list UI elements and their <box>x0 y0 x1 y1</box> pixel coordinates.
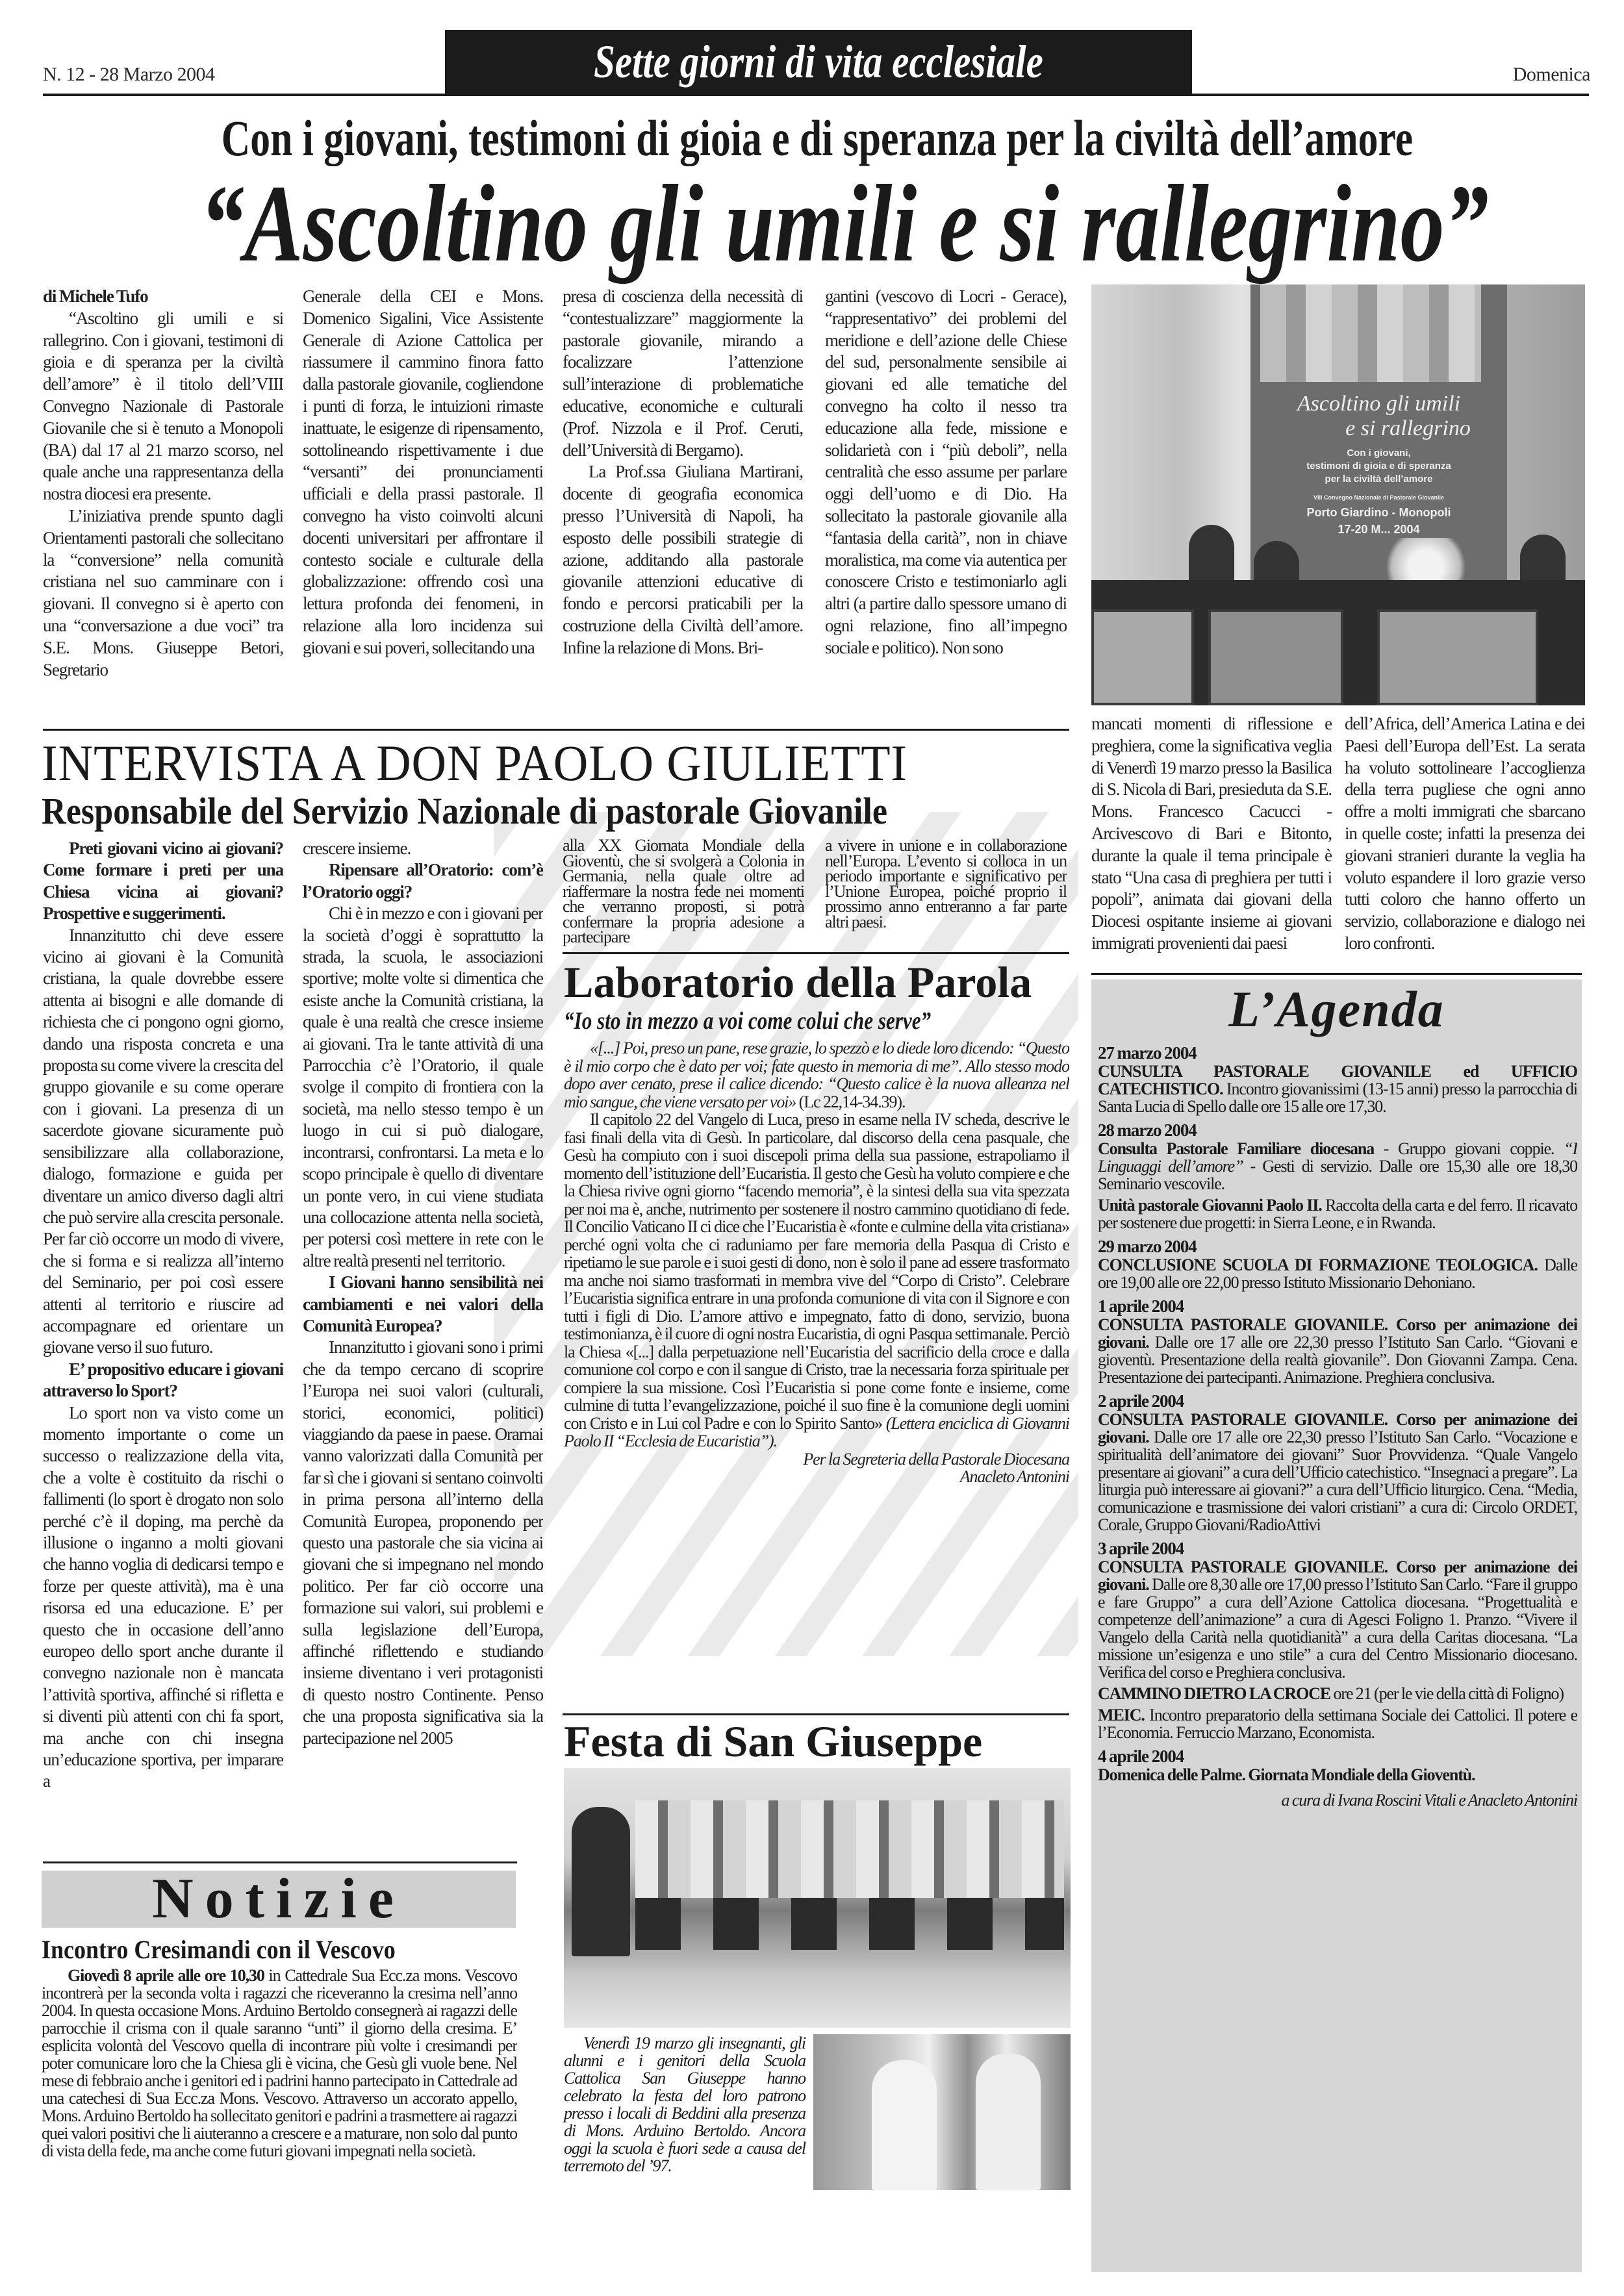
lead-column-4 <box>825 286 1067 725</box>
interview-answer: crescere insieme. <box>303 839 411 858</box>
banner-subtitle: Con i giovani, testimoni di gioia e di speranza per la civiltà dell’amore <box>1306 448 1451 485</box>
priests-photo <box>813 2034 1071 2190</box>
interview-answer: Innanzitutto i giovani sono i primi che da tempo cercano di scoprire l’Europa nei suoi valori (culturali, storici, economici, politici) viaggiando da paese in paese. Oramai vanno valorizzati dalla Comunità per far sì che i giovani si sentano coinvolti in prima persona all’interno della Comunità Europea, proponendo per questo una pastorale che sia vicina ai giovani che si impegnano nel mondo politico. Per far ciò occorre una formazione sui valori, sui problemi e sulla legislazione dell’Europa, affinché riflettendo e studiando insieme diventano i veri protagonisti di questo nostro Continente. Penso che una proposta significativa sia la partecipazione nel 2005 <box>303 1337 543 1748</box>
lead-paragraph: La Prof.ssa Giuliana Martirani, docente di geografia economica presso l’Università di Napoli, ha esposto delle possibili strategie di azione, additando alla pastorale giovanile attenzioni educative di fondo e percorsi praticabili per la costruzione della Civiltà dell’amore. Infine la relazione di Mons. Bri- <box>563 462 803 657</box>
masthead-rule <box>43 94 1589 96</box>
section-rule <box>43 1861 517 1863</box>
interview-question: I Giovani hanno sensibilità nei cambiamenti e nei valori della Comunità Europea? <box>303 1272 543 1335</box>
interview-question: E’ propositivo educare i giovani attraverso lo Sport? <box>43 1359 283 1401</box>
interview-answer: alla XX Giornata Mondiale della Gioventù, che si svolgerà a Colonia in Germania, nella quale oltre ad riaffermare la nostra fede nei momenti che verranno proposti, si potrà confermare la propria adesione a partecipare <box>563 838 804 946</box>
laboratorio-signature: Per la Segreteria della Pastorale Diocesana Anacleto Antonini <box>803 1449 1069 1486</box>
interview-answer: a vivere in unione e in collaborazione nell’Europa. L’evento si colloca in un periodo importante e significativo per l’Unione Europea, poiché proprio il prossimo anno entreranno a far parte altri paesi. <box>825 838 1067 931</box>
agenda-date: 1 aprile 2004 <box>1098 1296 1184 1316</box>
interview-title <box>42 736 953 790</box>
agenda-item: CUNSULTA PASTORALE GIOVANILE ed UFFICIO CATECHISTICO. Incontro giovanissimi (13-15 anni) presso la parrocchia di Santa Lucia di Spello dalle ore 15 alle ore 17,30. <box>1098 1062 1577 1116</box>
agenda-item: Unità pastorale Giovanni Paolo II. Raccolta della carta e del ferro. Il ricavato per sostenere due progetti: in Sierra Leone, e in Rwanda. <box>1098 1196 1577 1232</box>
lead-paragraph: gantini (vescovo di Locri - Gerace), “rappresentativo” dei problemi del meridione e dell’azione delle Chiese del sud, personalmente sensibile ai giovani ed alle tematiche del convegno ha colto il nesso tra educazione alla fede, missione e solidarietà con i “più deboli”, nella centralità che esso assume per parlare oggi dell’uomo e di Dio. Ha sollecitato la pastorale giovanile alla “fantasia della carità”, non in chiave moralistica, ma come via autentica per conoscere Cristo e testimoniarlo agli altri (a partire dallo spessore umano di ogni relazione, fino all’impegno sociale e politico). Non sono <box>825 286 1067 657</box>
interview-question: Ripensare all’Oratorio: com’è l’Oratorio oggi? <box>303 860 543 902</box>
lead-paragraph: mancati momenti di riflessione e preghiera, come la significativa veglia di Venerdì 19 marzo presso la Basilica di S. Nicola di Bari, presieduta da S.E. Mons. Francesco Cacucci - Arcivescovo di Bari e Bitonto, durante la quale il tema principale è stato “Una casa di preghiera per tutti i popoli”, animata dai giovani della Diocesi ospitante insieme ai giovani immigrati provenienti dai paesi <box>1091 714 1332 953</box>
painting-panel <box>1208 609 1343 705</box>
lead-paragraph: presa di coscienza della necessità di “contestualizzare” maggiormente la pastorale giovanile, mirando a focalizzare l’attenzione sull’interazione di problematiche educative, economiche e culturali (Prof. Nizzola e il Prof. Ceruti, dell’Università di Bergamo). <box>563 286 803 460</box>
interview-question: Preti giovani vicino ai giovani? Come formare i preti per una Chiesa vicina ai giovani? Prospettive e suggerimenti. <box>43 839 283 924</box>
notizie-text: in Cattedrale Sua Ecc.za mons. Vescovo incontrerà per la seconda volta i ragazzi che riceveranno la cresima nell’anno 2004. In questa occasione Mons. Arduino Bertoldo consegnerà ai ragazzi delle parrocchie il crisma con il quale saranno “unti” il giorno della cresima. E’ esplicita volontà del Vescovo quella di incontrare più volte i cresimandi per poter comunicare loro che la Chiesa gli è vicina, che Gesù gli vuole bene. Nel mese di febbraio anche i genitori ed i padrini hanno partecipato in Cattedrale ad una catechesi di Sua Ecc.za Mons. Vescovo. Attraverso un accorato appello, Mons. Arduino Bertoldo ha sollecitato genitori e padrini a trasmettere ai ragazzi quei valori positivi che li aiuteranno a crescere e a maturare, non solo dal punto di vista della fede, ma anche come futuri giovani impegnati nella società. <box>42 1967 517 2160</box>
agenda-date: 3 aprile 2004 <box>1098 1539 1184 1558</box>
section-banner <box>445 30 1192 94</box>
festa-title: Festa di San Giuseppe <box>564 1717 983 1766</box>
laboratorio-subtitle <box>564 1007 1071 1035</box>
interview-subtitle-text: Responsabile del Servizio Nazionale di pastorale Giovanile <box>42 790 888 832</box>
lead-paragraph: Generale della CEI e Mons. Domenico Sigalini, Vice Assistente Generale di Azione Cattolica per riassumere il cammino finora fatto dalla pastorale giovanile, cogliendone i punti di forza, le intuizioni rimaste inattuate, le esigenze di ripensamento, sottolineando rispettivamente i due “versanti” dei pronunciamenti ufficiali e della prassi pastorale. Il convegno ha visto coinvolti alcuni docenti universitari per affrontare il contesto sociale e culturale della globalizzazione: offrendo così una lettura profonda dei fenomeni, in relazione alla loro incidenza sui giovani e sui poveri, sollecitando una <box>303 286 543 657</box>
banner-title: Ascoltino gli umili e si rallegrino <box>1297 392 1471 440</box>
interview-subtitle <box>42 791 982 831</box>
interview-column-1 <box>43 838 283 1856</box>
agenda-entry <box>1098 1237 1577 1291</box>
agenda-entry <box>1098 1120 1577 1231</box>
chairs <box>635 1898 1064 1950</box>
notizie-body <box>42 1967 517 2291</box>
agenda-item: Consulta Pastorale Familiare diocesana - Gruppo giovani coppie. “I Linguaggi dell’amore” - Gesti di servizio. Dalle ore 15,30 alle ore 18,30 Seminario vescovile. <box>1098 1139 1577 1193</box>
section-rule <box>563 1713 1069 1715</box>
conference-table <box>1091 580 1585 705</box>
agenda-date: 29 marzo 2004 <box>1098 1237 1197 1256</box>
agenda-date: 27 marzo 2004 <box>1098 1043 1197 1063</box>
teacher-figure <box>572 1807 630 1956</box>
interview-column-2 <box>303 838 543 1856</box>
interview-answer: Chi è in mezzo e con i giovani per la società d’oggi è soprattutto la strada, la scuola, le associazioni sportive; molte volte si dimentica che esiste anche la Comunità cristiana, la quale è una realtà che cresce insieme ai giovani. Tra le tante attività di una Parrocchia c’è l’Oratorio, il quale svolge il compito di frontiera con la società, ma nello stesso tempo è un luogo in cui si può dialogare, incontrarsi, confrontarsi. La meta e lo scopo principale è quello di diventare un ponte vero, in cui viene studiata una collocazione attenta nella società, per potersi così mettere in rete con le altre realtà presenti nel territorio. <box>303 903 543 1270</box>
interview-answer: Innanzitutto chi deve essere vicino ai giovani è la Comunità cristiana, la quale dovrebbe essere attenta ai bisogni e alle domande di richiesta che ci pongono ogni giorno, dando una risposta concreta e una proposta su come vivere la crescita del gruppo giovanile e su come operare con i giovani. La presenza di un sacerdote giovane sicuramente può sensibilizzare alla collaborazione, dialogo, formazione e guida per diventare un amico diverso dagli altri che può servire alla crescita personale. Per far ciò occorre un modo di vivere, che si forma e si realizza all’interno del Seminario, per poi così essere attenti al territorio e riuscire ad accompagnare ed orientare un giovane verso il suo futuro. <box>43 925 283 1357</box>
lead-column-3 <box>563 286 803 725</box>
agenda-entry <box>1098 1391 1577 1533</box>
interview-title-text: INTERVISTA A DON PAOLO GIULIETTI <box>42 735 908 791</box>
festa-caption: Venerdì 19 marzo gli insegnanti, gli alunni e i genitori della Scuola Cattolica San Giuseppe hanno celebrato la festa del loro patrono presso i locali di Beddini alla presenza di Mons. Arduino Bertoldo. Ancora oggi la scuola è fuori sede a causa del terremoto del ’97. <box>564 2034 806 2175</box>
lead-column-6 <box>1345 713 1585 970</box>
lead-headline-text: “Ascoltino gli umili e si rallegrino” <box>199 162 1489 284</box>
gospel-quote: «[...] Poi, preso un pane, rese grazie, lo spezzò e lo diede loro dicendo: “Questo è il mio corpo che è dato per voi; fate questo in memoria di me”. Allo stesso modo dopo aver cenato, prese il calice dicendo: “Questo calice è la nuova alleanza nel mio sangue, che viene versato per voi» <box>564 1039 1069 1111</box>
agenda-entry <box>1098 1296 1577 1386</box>
agenda-entry <box>1098 1747 1577 1784</box>
notizie-lead: Giovedì 8 aprile alle ore 10,30 <box>68 1967 264 1985</box>
notizie-header: Notizie <box>42 1871 516 1928</box>
agenda-item: MEIC. Incontro preparatorio della settimana Sociale dei Cattolici. Il potere e l’Economia. Ferruccio Marzano, Economista. <box>1098 1706 1577 1742</box>
section-rule <box>563 952 1069 954</box>
section-rule <box>43 729 1069 731</box>
agenda-item: CONSULTA PASTORALE GIOVANILE. Corso per animazione dei giovani. Dalle ore 17 alle ore 22,30 presso l’Istituto San Carlo. “Vocazione e spiritualità dell’animatore dei giovani” Suor Provvidenza. “Quale Vangelo presentare ai giovani” a cura dell’Ufficio catechistico. “Insegnaci a pregare”. La liturgia può interessare ai giovani?” a cura dell’Ufficio liturgico. Cena. “Media, comunicazione e trasmissione dei valori cristiani” a cura di: Circolo ORDET, Corale, Gruppo Giovani/RadioAttivi <box>1098 1410 1577 1534</box>
interview-answer: Lo sport non va visto come un momento importante o come un successo o realizzazione della vita, che a volte è costituito da rischi o fallimenti (lo sport è drogato non solo perché c’è il doping, ma perchè da illusione o inganno a molti giovani che hanno voglia di dedicarsi tempo e forze per queste attività), ma è una risorsa ed una educazione. E’ per questo che in occasione dell’anno europeo dello sport anche durante il convegno nazionale non è mancata l’attività sportiva, affinché si rifletta e si diventi più attenti con chi fa sport, ma anche con chi insegna un’educazione sportiva, per imparare a <box>43 1402 283 1791</box>
agenda-item: CAMMINO DIETRO LA CROCE ore 21 (per le vie della città di Foligno) <box>1098 1684 1564 1703</box>
agenda-entry <box>1098 1043 1577 1115</box>
lead-paragraph: dell’Africa, dell’America Latina e dei Paesi dell’Europa dell’Est. La serata ha voluto sottolineare l’accoglienza della terra pugliese che ogni anno offre a molti immigrati che sbarcano in quelle coste; infatti la presenza dei giovani stranieri durante la veglia ha voluto espandere il loro grazie verso tutti coloro che hanno offerto un servizio, collaborazione e dialogo nei loro confronti. <box>1345 714 1585 953</box>
laboratorio-title: Laboratorio della Parola <box>564 957 1032 1007</box>
byline: di Michele Tufo <box>43 286 148 306</box>
agenda-item: Domenica delle Palme. Giornata Mondiale della Gioventù. <box>1098 1765 1475 1784</box>
laboratorio-subtitle-text: “Io sto in mezzo a voi come colui che serve” <box>564 1007 932 1035</box>
lead-column-1 <box>43 286 283 725</box>
encyclical-reference: (Lettera enciclica di Giovanni Paolo II “Ecclesia de Eucaristia”). <box>564 1413 1069 1450</box>
agenda-item: CONSULTA PASTORALE GIOVANILE. Corso per animazione dei giovani. Dalle ore 17 alle ore 22,30 presso l’Istituto San Carlo. “Giovani e gioventù. Presentazione della realtà giovanile”. Don Giovanni Zampa. Cena. Presentazione dei partecipanti. Animazione. Preghiera conclusiva. <box>1098 1315 1577 1387</box>
agenda-item: CONSULTA PASTORALE GIOVANILE. Corso per animazione dei giovani. Dalle ore 8,30 alle ore 17,00 presso l’Istituto San Carlo. “Fare il gruppo e fare Gruppo” a cura dell’Azione Cattolica diocesana. “Progettualità e competenze dell’animazione” a cura di Agesci Foligno 1. Pranzo. “Vivere il Vangelo della Carità nella quotidianità” a cura della Caritas diocesana. “La missione un’esigenza e uno stile” a cura del Centro Missionario diocesano. Verifica del corso e Preghiera conclusiva. <box>1098 1558 1577 1682</box>
laboratorio-body <box>564 1039 1069 1708</box>
section-title: Sette giorni di vita ecclesiale <box>594 36 1043 88</box>
speaker-figure <box>1189 525 1234 587</box>
agenda-date: 28 marzo 2004 <box>1098 1120 1197 1140</box>
interview-column-4 <box>825 838 1067 948</box>
priest-figure <box>976 2054 1041 2190</box>
agenda-body <box>1098 1038 1577 2269</box>
school-choir-photo <box>564 1768 1071 2028</box>
lead-paragraph: L’iniziativa prende spunto dagli Orientamenti pastorali che sollecitano la “conversione” nella comunità cristiana nel suo camminare con i giovani. Il convegno si è aperto con una “conversazione a due voci” tra S.E. Mons. Giuseppe Betori, Segretario <box>43 505 283 679</box>
notizie-title <box>42 1936 435 1964</box>
conference-photo <box>1091 284 1585 705</box>
agenda-date: 4 aprile 2004 <box>1098 1747 1184 1766</box>
agenda-title: L’Agenda <box>1228 981 1445 1037</box>
painting-panel <box>1091 609 1194 705</box>
painting-panel <box>1377 609 1538 705</box>
agenda-credit: a cura di Ivana Roscini Vitali e Anacleto Antonini <box>1281 1791 1577 1810</box>
issue-number: N. 12 - 28 Marzo 2004 <box>43 64 215 85</box>
children-group <box>635 1800 1064 1898</box>
banner-place: Porto Giardino - Monopoli <box>1306 506 1451 519</box>
lead-headline <box>39 162 1592 284</box>
priest-figure <box>872 2060 937 2190</box>
notizie-title-text: Incontro Cresimandi con il Vescovo <box>42 1935 396 1964</box>
section-rule <box>1091 973 1582 975</box>
agenda-date: 2 aprile 2004 <box>1098 1391 1184 1411</box>
lead-column-5 <box>1091 713 1332 970</box>
lead-paragraph: “Ascoltino gli umili e si rallegrino. Con i giovani, testimoni di gioia e di speranza per la civiltà dell’amore” è il titolo dell’VIII Convegno Nazionale di Pastorale Giovanile che si è tenuto a Monopoli (BA) dal 17 al 21 marzo scorso, nel quale anche una rappresentanza della nostra diocesi era presente. <box>43 308 283 504</box>
day-label: Domenica <box>1512 64 1590 85</box>
banner-artwork <box>1260 284 1481 382</box>
lead-kicker-text: Con i giovani, testimoni di gioia e di speranza per la civiltà dell’amore <box>221 110 1414 166</box>
banner-event: VIII Convegno Nazionale di Pastorale Giovanile <box>1313 494 1445 501</box>
lead-kicker <box>44 110 1590 166</box>
banner-dates: 17-20 M... 2004 <box>1338 523 1420 536</box>
lead-column-2 <box>303 286 543 725</box>
agenda-item: CONCLUSIONE SCUOLA DI FORMAZIONE TEOLOGICA. Dalle ore 19,00 alle ore 22,00 presso Istituto Missionario Dehoniano. <box>1098 1255 1577 1292</box>
gospel-reference: (Lc 22,14-34.39). <box>798 1092 906 1111</box>
agenda-entry <box>1098 1539 1577 1741</box>
laboratorio-text: Il capitolo 22 del Vangelo di Luca, preso in esame nella IV scheda, descrive le fasi finali della vita di Gesù. In particolare, dal discorso della cena pasquale, che Gesù ha compiuto con i suoi discepoli prima della sua passione, estrapoliamo il momento dell’istituzione dell’Eucaristia. Il gesto che Gesù ha voluto compiere e che la Chiesa rivive ogni giorno “facendo memoria”, è la sintesi della sua vita spezzata per noi ma è, anche, nutrimento per sostenere il nostro cammino quotidiano di fede. Il Concilio Vaticano II ci dice che l’Eucaristia è «fonte e culmine della vita cristiana» perché ogni volta che ci raduniamo per fare memoria della Pasqua di Cristo e ripetiamo le sue parole e i suoi gesti di dono, non è solo il pane ad essere trasformato ma anche noi siamo trasformati in membra vive del “Corpo di Cristo”. Celebrare l’Eucaristia significa entrare in una profonda comunione di vita con il Signore e con tutti i figli di Dio. L’amore attivo e impegnato, fatto di dono, servizio, buona testimonianza, è il cuore di ogni nostra Eucaristia, di ogni Pasqua settimanale. Perciò la Chiesa «[...] dalla perpetuazione nell’Eucaristia del sacrificio della croce e dalla comunione col corpo e con il sangue di Cristo, trae la necessaria forza spirituale per compiere la sua missione. Così l’Eucaristia si pone come fonte e insieme, come culmine di tutta l’evangelizzazione, poiché il suo fine è la comunione degli uomini con Cristo e in Lui col Padre e con lo Spirito Santo» <box>564 1110 1069 1433</box>
interview-column-3 <box>563 838 804 948</box>
